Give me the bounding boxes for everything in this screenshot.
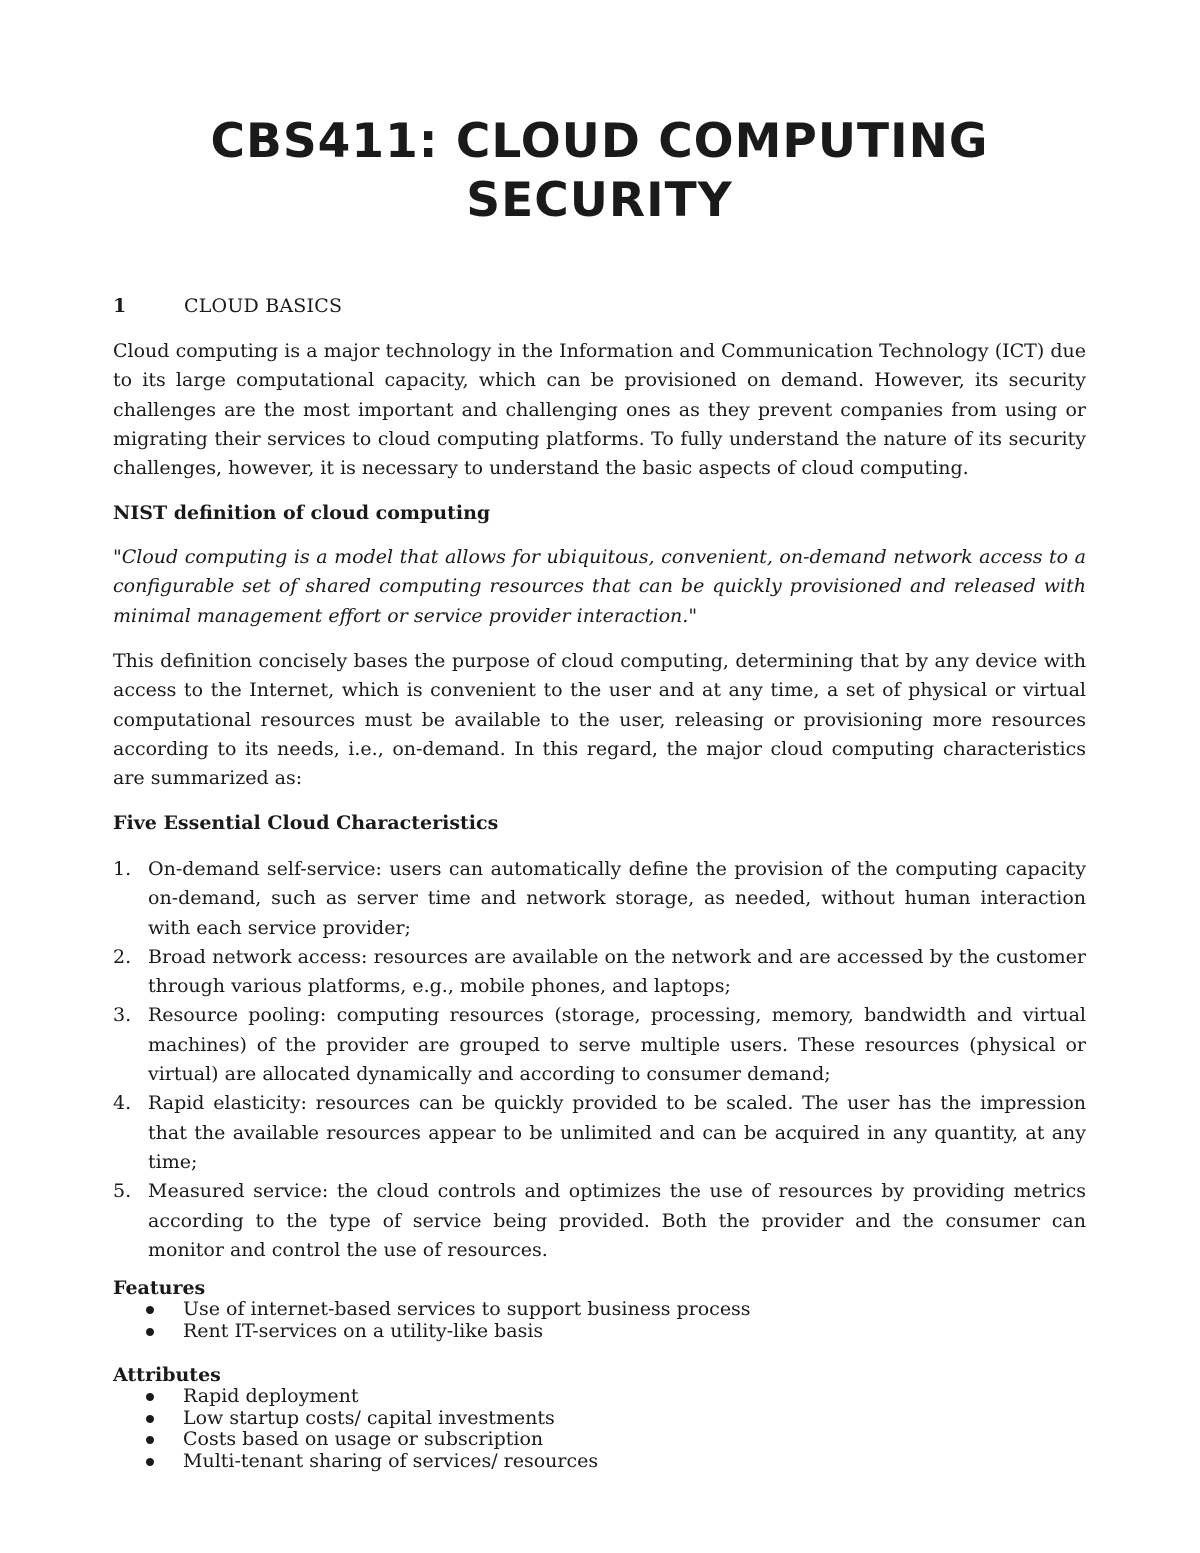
document-title xyxy=(113,112,1086,230)
list-item: Low startup costs/ capital investments xyxy=(113,1408,598,1430)
bullet-icon xyxy=(146,1436,154,1444)
bullet-icon xyxy=(146,1306,154,1314)
list-item: Multi-tenant sharing of services/ resources xyxy=(113,1451,598,1473)
nist-quote: "Cloud computing is a model that allows for ubiquitous, convenient, on-demand network access to a configurable set of shared computing resources that can be quickly provisioned and released with minimal management effort or service provider interaction." xyxy=(113,546,1086,627)
list-item: 5. Measured service: the cloud controls and optimizes the use of resources by providing metrics according to the type of service being provided. Both the provider and the consumer can monitor and control the use of resources. xyxy=(113,1180,1086,1261)
list-item: 1. On-demand self-service: users can automatically define the provision of the computing capacity on-demand, such as server time and network storage, as needed, without human interaction with each service provider; xyxy=(113,858,1086,939)
bullet-icon xyxy=(146,1328,154,1336)
list-item: 4. Rapid elasticity: resources can be quickly provided to be scaled. The user has the impression that the available resources appear to be unlimited and can be acquired in any quantity, at any time; xyxy=(113,1092,1086,1173)
list-item: 3. Resource pooling: computing resources (storage, processing, memory, bandwidth and virtual machines) of the provider are grouped to serve multiple users. These resources (physical or virtual) are allocated dynamically and according to consumer demand; xyxy=(113,1004,1086,1086)
section-title: CLOUD BASICS xyxy=(184,295,343,317)
list-item: Costs based on usage or subscription xyxy=(113,1429,598,1451)
definition-paragraph: This definition concisely bases the purpose of cloud computing, determining that by any device with access to the Internet, which is convenient to the user and at any time, a set of physical or virtual computational resources must be available to the user, releasing or provisioning more resources according to its needs, i.e., on-demand. In this regard, the major cloud computing characteristics are summarized as: xyxy=(113,650,1086,790)
title-line-1: CBS411: CLOUD COMPUTING xyxy=(210,114,989,169)
bullet-icon xyxy=(146,1415,154,1423)
features-heading: Features xyxy=(113,1277,206,1299)
characteristics-heading: Five Essential Cloud Characteristics xyxy=(113,812,499,834)
features-list xyxy=(113,1299,751,1342)
title-line-2: SECURITY xyxy=(466,173,733,228)
nist-heading: NIST definition of cloud computing xyxy=(113,502,491,524)
section-heading xyxy=(113,294,342,318)
list-item: Rapid deployment xyxy=(113,1386,598,1408)
bullet-icon xyxy=(146,1393,154,1401)
intro-paragraph: Cloud computing is a major technology in the Information and Communication Technology (ICT) due to its large computational capacity, which can be provisioned on demand. However, its security challenges are the most important and challenging ones as they prevent companies from using or migrating their services to cloud computing platforms. To fully understand the nature of its security challenges, however, it is necessary to understand the basic aspects of cloud computing. xyxy=(113,340,1086,480)
characteristics-list xyxy=(113,855,1086,1265)
attributes-list xyxy=(113,1386,598,1473)
section-number: 1 xyxy=(113,295,127,317)
list-item: Use of internet-based services to support business process xyxy=(113,1299,751,1321)
list-item: Rent IT-services on a utility-like basis xyxy=(113,1321,751,1343)
list-item: 2. Broad network access: resources are available on the network and are accessed by the customer through various platforms, e.g., mobile phones, and laptops; xyxy=(113,945,1086,998)
bullet-icon xyxy=(146,1458,154,1466)
attributes-heading: Attributes xyxy=(113,1364,221,1386)
